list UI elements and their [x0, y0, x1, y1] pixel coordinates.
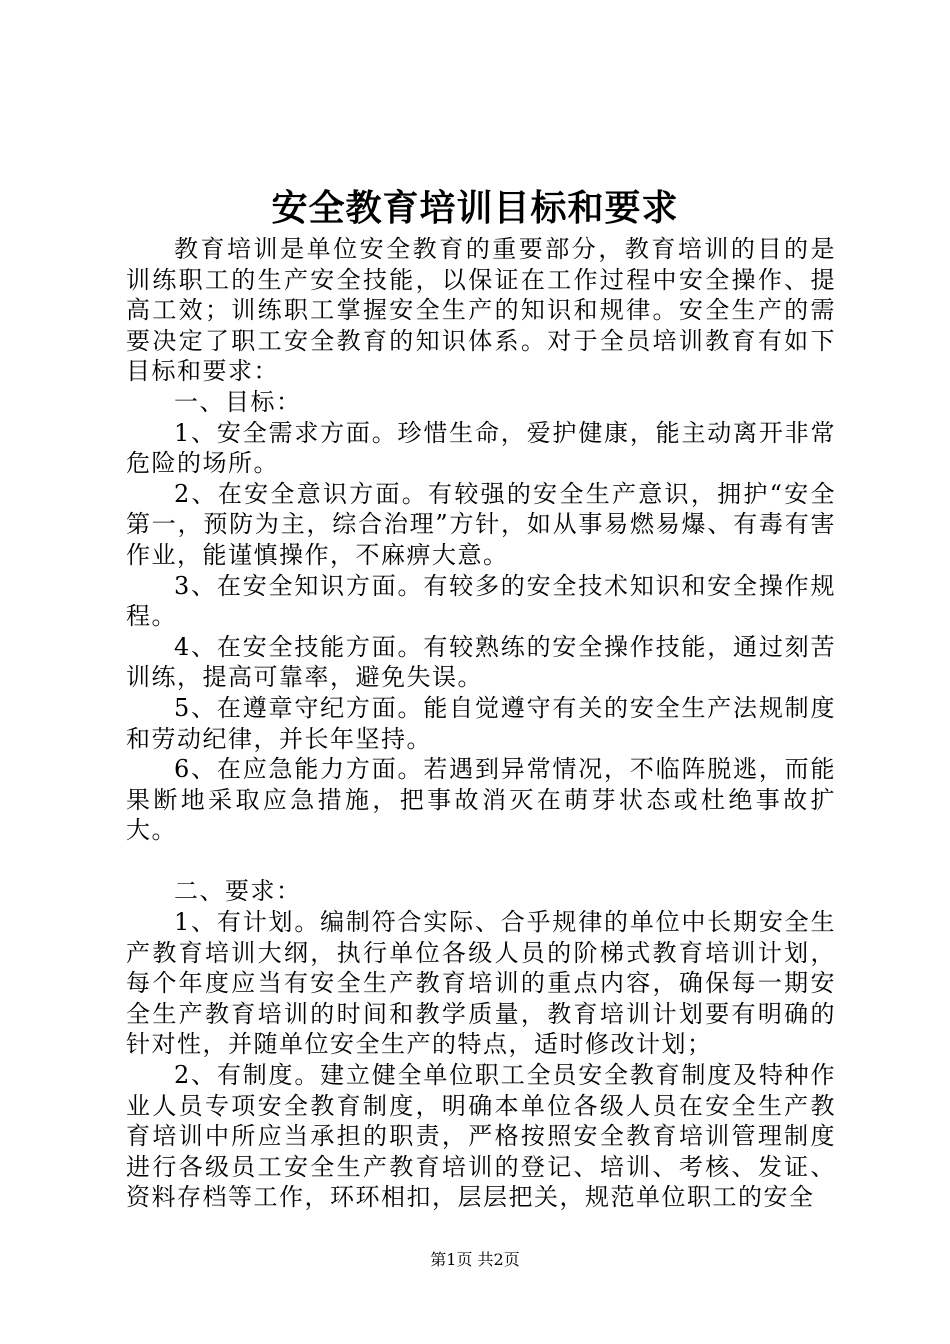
- intro-paragraph: 教育培训是单位安全教育的重要部分，教育培训的目的是训练职工的生产安全技能，以保证在工作过程中安全操作、提高工效；训练职工掌握安全生产的知识和规律。安全生产的需要决定了职工安全教育的知识体系。对于全员培训教育有如下目标和要求：: [126, 235, 836, 386]
- goal-item-6: 6、在应急能力方面。若遇到异常情况，不临阵脱逃，而能果断地采取应急措施，把事故消灭在萌芽状态或杜绝事故扩大。: [126, 755, 836, 845]
- goal-item-3: 3、在安全知识方面。有较多的安全技术知识和安全操作规程。: [126, 571, 836, 631]
- page-footer: 第1页 共2页: [430, 1250, 520, 1269]
- section-heading-goals: 一、目标：: [174, 387, 302, 416]
- requirement-item-1: 1、有计划。编制符合实际、合乎规律的单位中长期安全生产教育培训大纲，执行单位各级人员的阶梯式教育培训计划，每个年度应当有安全生产教育培训的重点内容，确保每一期安全生产教育培训的时间和教学质量，教育培训计划要有明确的针对性，并随单位安全生产的特点，适时修改计划；: [126, 908, 836, 1059]
- goal-item-2: 2、在安全意识方面。有较强的安全生产意识，拥护“安全第一，预防为主，综合治理”方针，如从事易燃易爆、有毒有害作业，能谨慎操作，不麻痹大意。: [126, 479, 836, 569]
- goal-item-5: 5、在遵章守纪方面。能自觉遵守有关的安全生产法规制度和劳动纪律，并长年坚持。: [126, 693, 836, 753]
- requirement-item-2: 2、有制度。建立健全单位职工全员安全教育制度及特种作业人员专项安全教育制度，明确本单位各级人员在安全生产教育培训中所应当承担的职责，严格按照安全教育培训管理制度进行各级员工安全生产教育培训的登记、培训、考核、发证、资料存档等工作，环环相扣，层层把关，规范单位职工的安全: [126, 1061, 836, 1212]
- document-body: [126, 234, 836, 1213]
- goal-item-4: 4、在安全技能方面。有较熟练的安全操作技能，通过刻苦训练，提高可靠率，避免失误。: [126, 632, 836, 692]
- document-title: 安全教育培训目标和要求: [271, 188, 679, 229]
- section-heading-requirements: 二、要求：: [174, 877, 302, 906]
- goal-item-1: 1、安全需求方面。珍惜生命，爱护健康，能主动离开非常危险的场所。: [126, 418, 836, 478]
